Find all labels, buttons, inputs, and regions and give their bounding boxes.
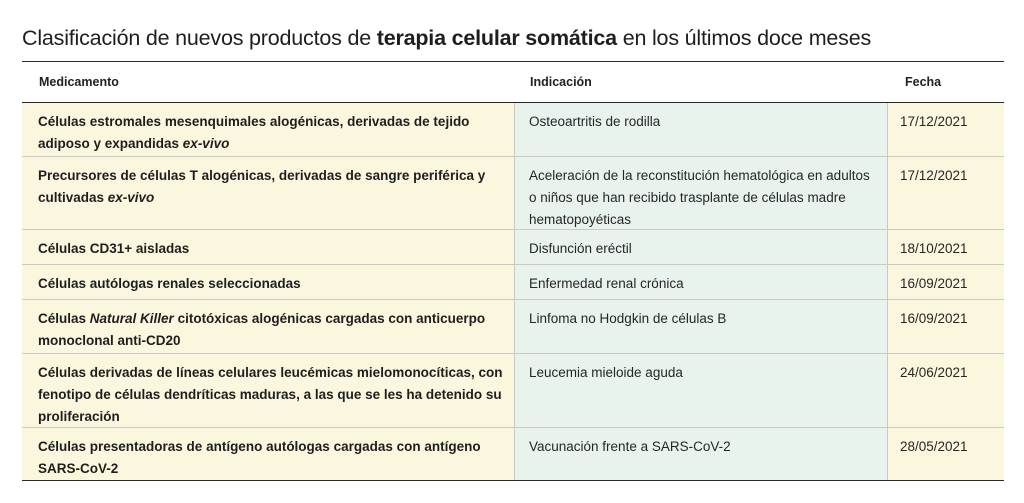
table-row: [22, 354, 1004, 428]
med-text: Células autólogas renales seleccionadas: [38, 276, 301, 291]
cell-indicacion: Disfunción eréctil: [514, 230, 887, 264]
cell-indicacion: Aceleración de la reconstitución hematológica en adultos o niños que han recibido trasplante de células madre hematopoyéticas: [514, 157, 887, 229]
table-row: [22, 230, 1004, 265]
cell-fecha: 28/05/2021: [887, 428, 1004, 480]
cell-fecha: 17/12/2021: [887, 157, 1004, 229]
cell-indicacion: Leucemia mieloide aguda: [514, 354, 887, 427]
table-header: [22, 62, 1004, 103]
table-row: [22, 265, 1004, 300]
table-row: [22, 428, 1004, 481]
med-italic: Natural Killer: [89, 311, 174, 326]
med-text: Células presentadoras de antígeno autólogas cargadas con antígeno SARS-CoV-2: [38, 439, 481, 476]
med-text: Precursores de células T alogénicas, derivadas de sangre periférica y cultivadas: [38, 168, 486, 205]
title-prefix: Clasificación de nuevos productos de: [22, 26, 377, 50]
cell-medicamento: [22, 428, 514, 480]
cell-indicacion: Linfoma no Hodgkin de células B: [514, 300, 887, 353]
table-title: [22, 26, 871, 51]
cell-fecha: 17/12/2021: [887, 103, 1004, 156]
header-fecha: Fecha: [905, 75, 942, 89]
med-italic: ex-vivo: [182, 136, 230, 151]
cell-fecha: 16/09/2021: [887, 265, 1004, 299]
title-bold: terapia celular somática: [376, 26, 617, 50]
cell-medicamento: [22, 354, 514, 427]
header-medicamento: Medicamento: [39, 75, 119, 89]
med-italic: ex-vivo: [107, 190, 155, 205]
cell-fecha: 16/09/2021: [887, 300, 1004, 353]
cell-indicacion: Enfermedad renal crónica: [514, 265, 887, 299]
table-row: [22, 103, 1004, 157]
med-text: Células derivadas de líneas celulares leucémicas mielomonocíticas, con fenotipo de células dendríticas maduras, a las que se les ha detenido su proliferación: [38, 365, 503, 424]
cell-medicamento: [22, 265, 514, 299]
med-text: Células: [38, 311, 90, 326]
cell-indicacion: Osteoartritis de rodilla: [514, 103, 887, 156]
title-suffix: en los últimos doce meses: [616, 26, 872, 50]
med-text-b: citotóxicas alogénicas cargadas con anticuerpo monoclonal anti-CD20: [38, 311, 486, 348]
med-text: Células estromales mesenquimales alogénicas, derivadas de tejido adiposo y expandidas: [38, 114, 470, 151]
cell-medicamento: [22, 103, 514, 156]
header-indicacion: Indicación: [530, 75, 592, 89]
med-text: Células CD31+ aisladas: [38, 241, 190, 256]
cell-indicacion: Vacunación frente a SARS-CoV-2: [514, 428, 887, 480]
cell-fecha: 18/10/2021: [887, 230, 1004, 264]
cell-medicamento: [22, 300, 514, 353]
cell-fecha: 24/06/2021: [887, 354, 1004, 427]
table-row: [22, 300, 1004, 354]
table-row: [22, 157, 1004, 230]
products-table: [22, 61, 1004, 481]
cell-medicamento: [22, 230, 514, 264]
cell-medicamento: [22, 157, 514, 229]
